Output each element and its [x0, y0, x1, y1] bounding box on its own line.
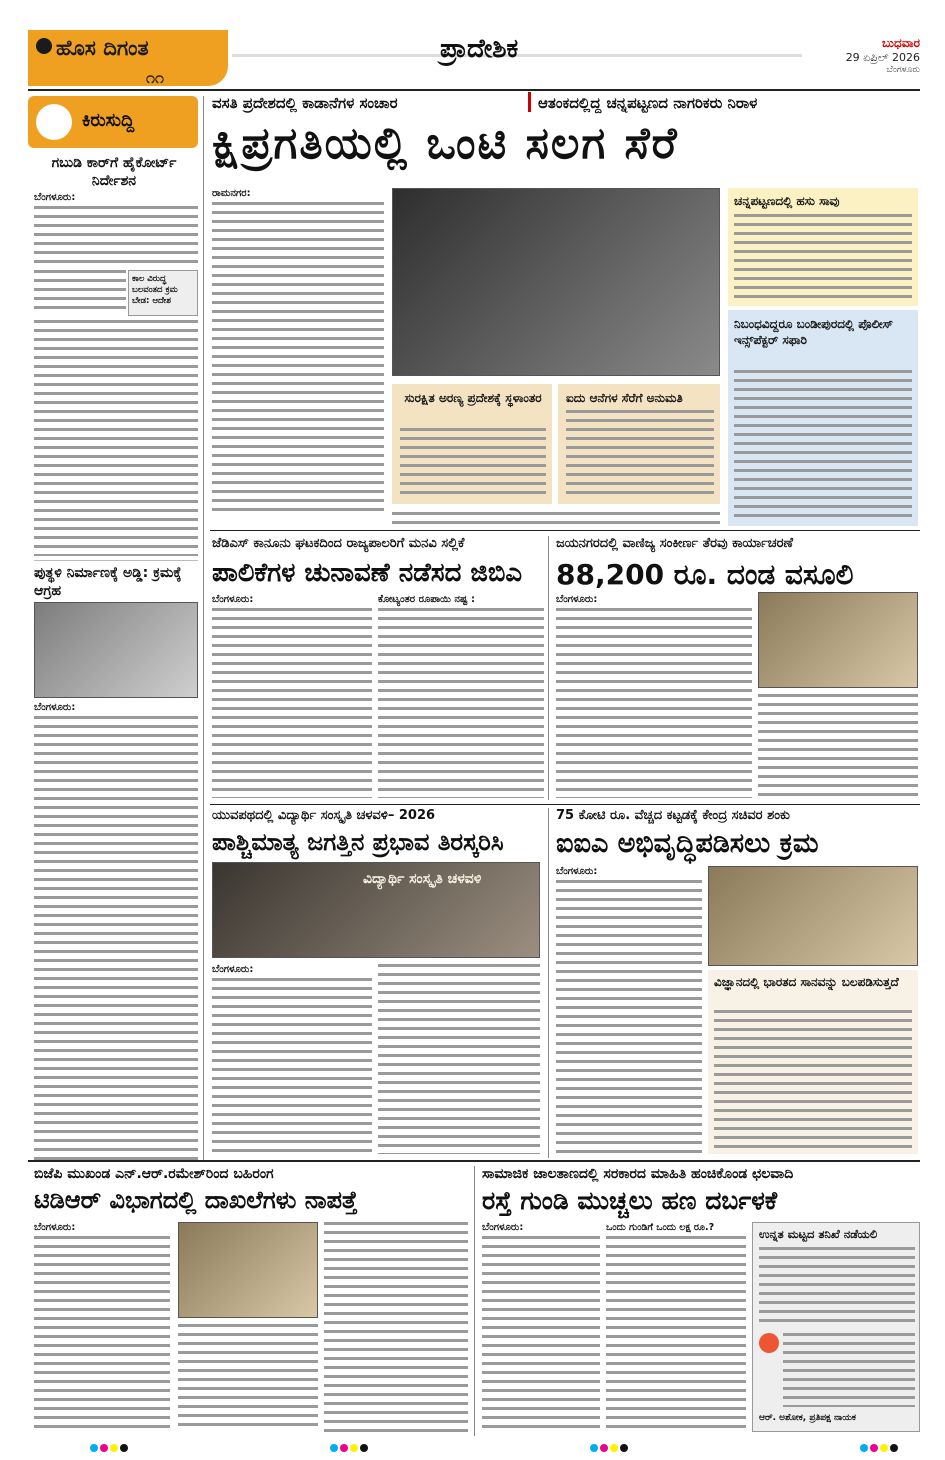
- jda-dateline: ಬೆಂಗಳೂರು:: [212, 594, 254, 605]
- pothole-box-author: ಆರ್. ಅಶೋಕ, ಪ್ರತಿಪಕ್ಷ ನಾಯಕ: [759, 1413, 856, 1423]
- jda-text-col1: [212, 608, 372, 798]
- column-rule: [548, 808, 549, 1158]
- pothole-kicker: ಸಾಮಾಜಿಕ ಜಾಲತಾಣದಲ್ಲಿ ಸರಕಾರದ ಮಾಹಿತಿ ಹಂಚಿಕೊಂಡ ಛಲವಾದಿ: [482, 1166, 794, 1182]
- youth-kicker: ಯುವಪಥದಲ್ಲಿ ವಿದ್ಯಾರ್ಥಿ ಸಂಸ್ಕೃತಿ ಚಳವಳಿ– 2026: [212, 808, 436, 823]
- section-rule: [210, 804, 920, 805]
- pothole-headline: ರಸ್ತೆ ಗುಂಡಿ ಮುಚ್ಚಲು ಹಣ ದರ್ಬಳಕೆ: [482, 1186, 778, 1215]
- youth-headline: ಪಾಶ್ಚಿಮಾತ್ಯ ಜಗತ್ತಿನ ಪ್ರಭಾವ ತಿರಸ್ಕರಿಸಿ: [212, 828, 504, 856]
- fine-text-col2: [758, 694, 918, 798]
- iia-text-col1: [556, 880, 702, 1154]
- section-title: ಪ್ರಾದೇಶಿಕ: [440, 34, 519, 64]
- pointing-hand-icon: [36, 104, 72, 140]
- brief2-dateline: ಬೆಂಗಳೂರು:: [34, 702, 76, 713]
- lead-inset1: [392, 384, 552, 504]
- column-rule: [203, 96, 204, 1160]
- print-mark: [100, 1444, 108, 1452]
- print-mark: [620, 1444, 628, 1452]
- print-mark: [870, 1444, 878, 1452]
- print-mark: [110, 1444, 118, 1452]
- print-mark: [600, 1444, 608, 1452]
- print-mark: [860, 1444, 868, 1452]
- print-mark: [350, 1444, 358, 1452]
- iia-dateline: ಬೆಂಗಳೂರು:: [556, 866, 598, 877]
- inset2-text: [566, 410, 714, 498]
- logo-emblem-icon: [36, 38, 52, 54]
- iia-inset-title: ವಿಜ್ಞಾನದಲ್ಲಿ ಭಾರತದ ಸಾನವನ್ನು ಬಲಪಡಿಸುತ್ತದೆ: [714, 975, 899, 989]
- lead-inset2: [558, 384, 720, 504]
- bottom-section-rule: [28, 1160, 920, 1162]
- section-rule: [210, 530, 920, 531]
- iia-headline: ಐಐಎ ಅಭಿವೃದ್ಧಿಪಡಿಸಲು ಕ್ರಮ: [556, 828, 819, 859]
- jda-headline: ಪಾಲಿಕೆಗಳ ಚುನಾವಣೆ ನಡೆಸದ ಜಿಬಿಎ: [212, 558, 523, 588]
- paper-name: ಹೊಸ ದಿಗಂತ: [56, 36, 149, 60]
- brief2-photo: [34, 602, 198, 698]
- pothole-subhead: ಒಂದು ಗುಂಡಿಗೆ ಒಂದು ಲಕ್ಷ ರೂ.?: [606, 1222, 715, 1233]
- iia-inset-text: [714, 1010, 912, 1148]
- inset1-text: [400, 428, 546, 498]
- brief1-inset: ಕಾಲ ವಿರುದ್ಧ ಬಲವಂತದ ಕ್ರಮ ಬೇಡ: ಆದೇಶ: [128, 270, 198, 316]
- brief-label: ಕಿರುಸುದ್ದಿ: [82, 110, 135, 131]
- pothole-box-quote: [783, 1333, 915, 1407]
- side-story2: [728, 310, 918, 526]
- date: 29 ಏಪ್ರಿಲ್ 2026: [845, 51, 920, 64]
- fine-dateline: ಬೆಂಗಳೂರು:: [556, 594, 598, 605]
- print-mark: [90, 1444, 98, 1452]
- youth-event-photo: [212, 862, 540, 958]
- tdr-text-col1: [34, 1236, 170, 1432]
- side2-text: [734, 370, 912, 520]
- event-banner: ವಿದ್ಯಾರ್ಥಿ ಸಂಸ್ಕೃತಿ ಚಳವಳಿ: [363, 871, 482, 887]
- tdr-headline: ಟಿಡಿಆರ್ ವಿಭಾಗದಲ್ಲಿ ದಾಖಲೆಗಳು ನಾಪತ್ತೆ: [34, 1186, 358, 1214]
- side1-text: [734, 214, 912, 300]
- weekday: ಬುಧವಾರ: [882, 36, 920, 50]
- pothole-text-col2: [606, 1236, 746, 1432]
- jda-subhead: ಕೋಟ್ಯಂತರ ರೂಪಾಯಿ ನಷ್ಟ :: [378, 594, 475, 605]
- brief-header: [28, 96, 198, 148]
- masthead-rule: [28, 89, 920, 91]
- fine-kicker: ಜಯನಗರದಲ್ಲಿ ವಾಣಿಜ್ಯ ಸಂಕೀರ್ಣ ತೆರವು ಕಾರ್ಯಾಚರಣೆ: [556, 536, 794, 551]
- column-rule: [474, 1166, 475, 1436]
- print-mark: [120, 1444, 128, 1452]
- brief2-text: [34, 716, 198, 1160]
- brief1-text: [34, 320, 198, 556]
- fine-headline: 88,200 ರೂ. ದಂಡ ವಸೂಲಿ: [556, 558, 854, 591]
- brief1-text: [34, 206, 198, 266]
- page-number: ೧೧: [146, 68, 164, 87]
- tdr-dateline: ಬೆಂಗಳೂರು:: [34, 1222, 76, 1233]
- tdr-text-col3: [324, 1222, 468, 1432]
- inset1-title: ಸುರಕ್ಷಿತ ಅರಣ್ಯ ಪ್ರದೇಶಕ್ಕೆ ಸ್ಥಳಾಂತರ: [404, 391, 542, 405]
- youth-text-col1: [212, 978, 372, 1154]
- side-story1: [728, 188, 918, 306]
- print-mark: [890, 1444, 898, 1452]
- youth-dateline: ಬೆಂಗಳೂರು:: [212, 964, 254, 975]
- print-mark: [590, 1444, 598, 1452]
- print-mark: [330, 1444, 338, 1452]
- column-rule: [548, 536, 549, 800]
- iia-photo: [708, 866, 918, 966]
- city: ಬೆಂಗಳೂರು: [886, 65, 920, 75]
- pothole-box: [752, 1222, 920, 1432]
- youth-text-col2: [378, 964, 540, 1154]
- print-mark: [880, 1444, 888, 1452]
- tdr-kicker: ಬಿಜೆಪಿ ಮುಖಂಡ ಎನ್.ಆರ್.ರಮೇಶ್‌ರಿಂದ ಬಹಿರಂಗ: [34, 1166, 274, 1182]
- tdr-photo: [178, 1222, 318, 1318]
- quote-icon: [759, 1333, 779, 1353]
- divider: [34, 560, 198, 561]
- jda-kicker: ಜೆಡಿಎಸ್ ಕಾನೂನು ಘಟಕದಿಂದ ರಾಜ್ಯಪಾಲರಿಗೆ ಮನವಿ ಸಲ್ಲಿಕೆ: [212, 536, 465, 551]
- print-mark: [360, 1444, 368, 1452]
- print-mark: [340, 1444, 348, 1452]
- side2-headline: ನಿಬಂಧವಿದ್ದರೂ ಬಂಡೀಪುರದಲ್ಲಿ ಪೊಲೀಸ್ ಇನ್ಸ್‌ಪೆಕ್ಟರ್ ಸಫಾರಿ: [734, 317, 893, 347]
- elephant-photo: [392, 188, 720, 376]
- lead-kicker-left: ವಸತಿ ಪ್ರದೇಶದಲ್ಲಿ ಕಾಡಾನೆಗಳ ಸಂಚಾರ: [212, 94, 398, 112]
- dateline-block: [808, 36, 920, 75]
- lead-dateline: ರಾಮನಗರ:: [212, 188, 251, 199]
- brief1-dateline: ಬೆಂಗಳೂರು:: [34, 192, 76, 203]
- print-mark: [610, 1444, 618, 1452]
- pothole-box-text: [759, 1247, 915, 1327]
- tdr-text-col2: [178, 1324, 318, 1432]
- fine-text-col1: [556, 608, 752, 798]
- pothole-text-col1: [482, 1236, 600, 1432]
- brief2-headline: ಪುತ್ಥಳಿ ನಿರ್ಮಾಣಕ್ಕೆ ಅಡ್ಡಿ: ಕ್ರಮಕ್ಕೆ ಆಗ್ರಹ: [34, 565, 182, 599]
- jda-text-col2: [378, 608, 544, 798]
- brief1-headline: ಗಬುಡಿ ಕಾರ್‌ಗೆ ಹೈಕೋರ್ಟ್ ನಿರ್ದೇಶನ: [51, 155, 177, 189]
- masthead-logo: [28, 30, 228, 86]
- side1-headline: ಚನ್ನಪಟ್ಟಣದಲ್ಲಿ ಹಸು ಸಾವು: [734, 194, 840, 208]
- brief1-text: [34, 270, 126, 310]
- iia-inset: [708, 970, 918, 1154]
- lead-headline: ಕ್ಷಿಪ್ರಗತಿಯಲ್ಲಿ ಒಂಟಿ ಸಲಗ ಸೆರೆ: [212, 118, 679, 169]
- kicker-separator: [528, 92, 531, 112]
- lead-text-tail: [392, 512, 720, 526]
- iia-kicker: 75 ಕೋಟಿ ರೂ. ವೆಚ್ಚದ ಕಟ್ಟಡಕ್ಕೆ ಕೇಂದ್ರ ಸಚಿವರ ಶಂಕು: [556, 808, 790, 823]
- lead-kicker-right: ಆತಂಕದಲ್ಲಿದ್ದ ಚನ್ನಪಟ್ಟಣದ ನಾಗರಿಕರು ನಿರಾಳ: [538, 94, 758, 112]
- fine-photo: [758, 592, 918, 688]
- pothole-box-title: ಉನ್ನತ ಮಟ್ಟದ ತನಿಖೆ ನಡೆಯಲಿ: [759, 1227, 878, 1241]
- inset2-title: ಐದು ಆನೆಗಳ ಸೆರೆಗೆ ಅನುಮತಿ: [566, 391, 683, 405]
- pothole-dateline: ಬೆಂಗಳೂರು:: [482, 1222, 524, 1233]
- lead-text-col1: [212, 202, 384, 514]
